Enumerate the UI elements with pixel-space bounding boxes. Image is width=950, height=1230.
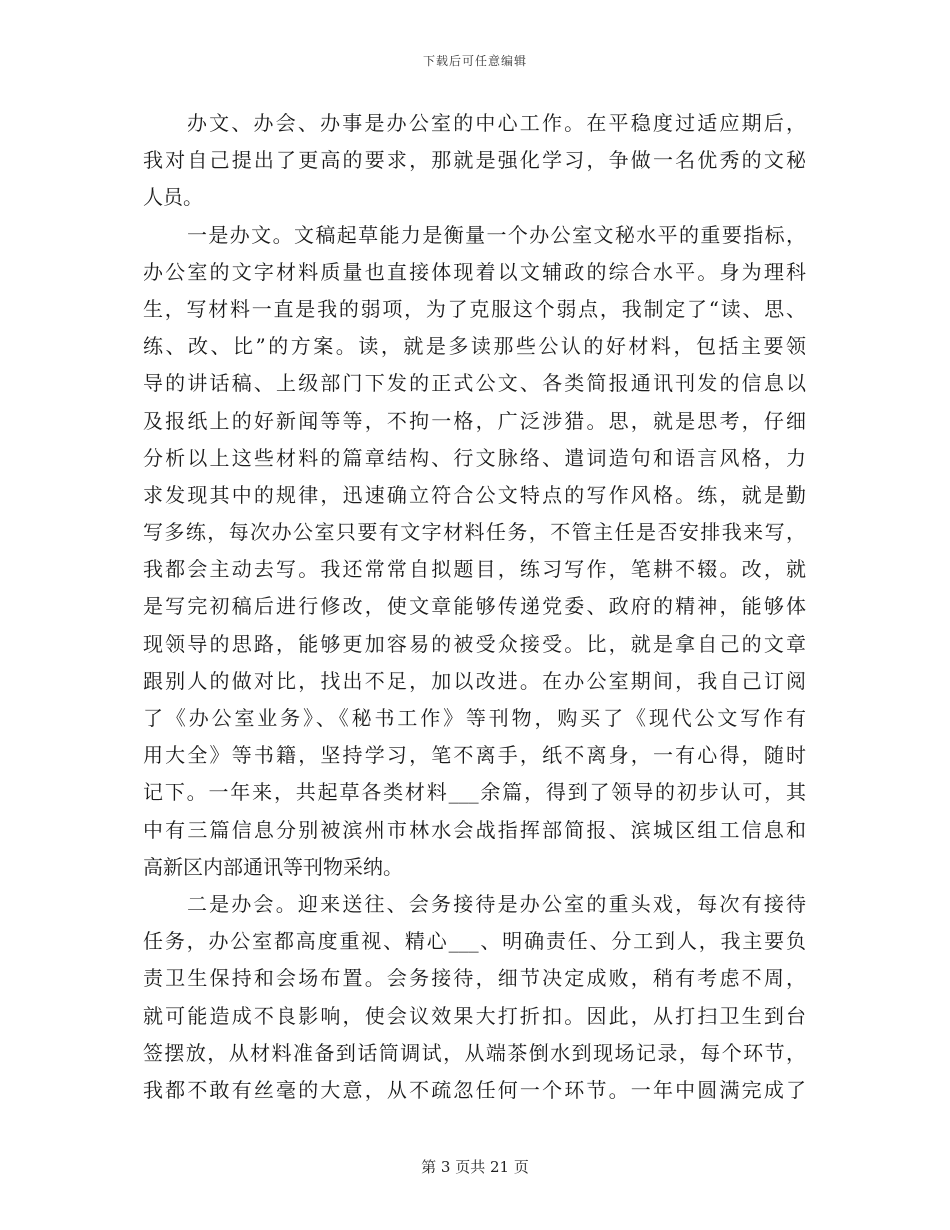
text-line: 导的讲话稿、上级部门下发的正式公文、各类简报通讯刊发的信息以	[143, 371, 806, 396]
text-line: 高新区内部通讯等刊物采纳。	[143, 854, 403, 879]
text-line: 记下。一年来，共起草各类材料___余篇，得到了领导的初步认可，其	[143, 780, 806, 805]
text-line: 一是办文。文稿起草能力是衡量一个办公室文秘水平的重要指标，	[187, 222, 806, 247]
text-line: 办公室的文字材料质量也直接体现着以文辅政的综合水平。身为理科	[143, 259, 806, 284]
page-header: 下载后可任意编辑	[422, 54, 527, 68]
text-line: 是写完初稿后进行修改，使文章能够传递党委、政府的精神，能够体	[143, 594, 806, 619]
text-line: 现领导的思路，能够更加容易的被受众接受。比，就是拿自己的文章	[143, 631, 806, 656]
text-line: 求发现其中的规律，迅速确立符合公文特点的写作风格。练，就是勤	[143, 482, 806, 507]
text-line: 写多练，每次办公室只要有文字材料任务，不管主任是否安排我来写，	[143, 520, 806, 545]
text-line: 我对自己提出了更高的要求，那就是强化学习，争做一名优秀的文秘	[143, 148, 806, 173]
page-number: 第 3 页共 21 页	[421, 1158, 529, 1176]
text-line: 练、改、比”的方案。读，就是多读那些公认的好材料，包括主要领	[143, 334, 806, 359]
text-line: 分析以上这些材料的篇章结构、行文脉络、遣词造句和语言风格，力	[143, 445, 806, 470]
text-line: 中有三篇信息分别被滨州市林水会战指挥部简报、滨城区组工信息和	[143, 817, 806, 842]
text-line: 签摆放，从材料准备到话筒调试，从端茶倒水到现场记录，每个环节，	[143, 1040, 806, 1065]
text-line: 办文、办会、办事是办公室的中心工作。在平稳度过适应期后，	[187, 111, 806, 135]
text-line: 我都不敢有丝毫的大意，从不疏忽任何一个环节。一年中圆满完成了	[143, 1077, 806, 1102]
text-line: 生，写材料一直是我的弱项，为了克服这个弱点，我制定了“读、思、	[143, 296, 806, 321]
text-line: 了《办公室业务》、《秘书工作》等刊物，购买了《现代公文写作有	[143, 706, 806, 730]
text-line: 及报纸上的好新闻等等，不拘一格，广泛涉猎。思，就是思考，仔细	[143, 408, 806, 433]
text-line: 用大全》等书籍，坚持学习，笔不离手，纸不离身，一有心得，随时	[143, 743, 806, 768]
text-line: 我都会主动去写。我还常常自拟题目，练习写作，笔耕不辍。改，就	[143, 557, 806, 582]
text-line: 责卫生保持和会场布置。会务接待，细节决定成败，稍有考虑不周，	[143, 966, 806, 991]
text-line: 跟别人的做对比，找出不足，加以改进。在办公室期间，我自己订阅	[143, 668, 806, 693]
text-line: 就可能造成不良影响，使会议效果大打折扣。因此，从打扫卫生到台	[143, 1003, 806, 1028]
text-line: 二是办会。迎来送往、会务接待是办公室的重头戏，每次有接待	[187, 891, 806, 916]
text-line: 任务，办公室都高度重视、精心___、明确责任、分工到人，我主要负	[143, 929, 806, 954]
document-body	[143, 105, 806, 1109]
text-line: 人员。	[143, 185, 203, 210]
